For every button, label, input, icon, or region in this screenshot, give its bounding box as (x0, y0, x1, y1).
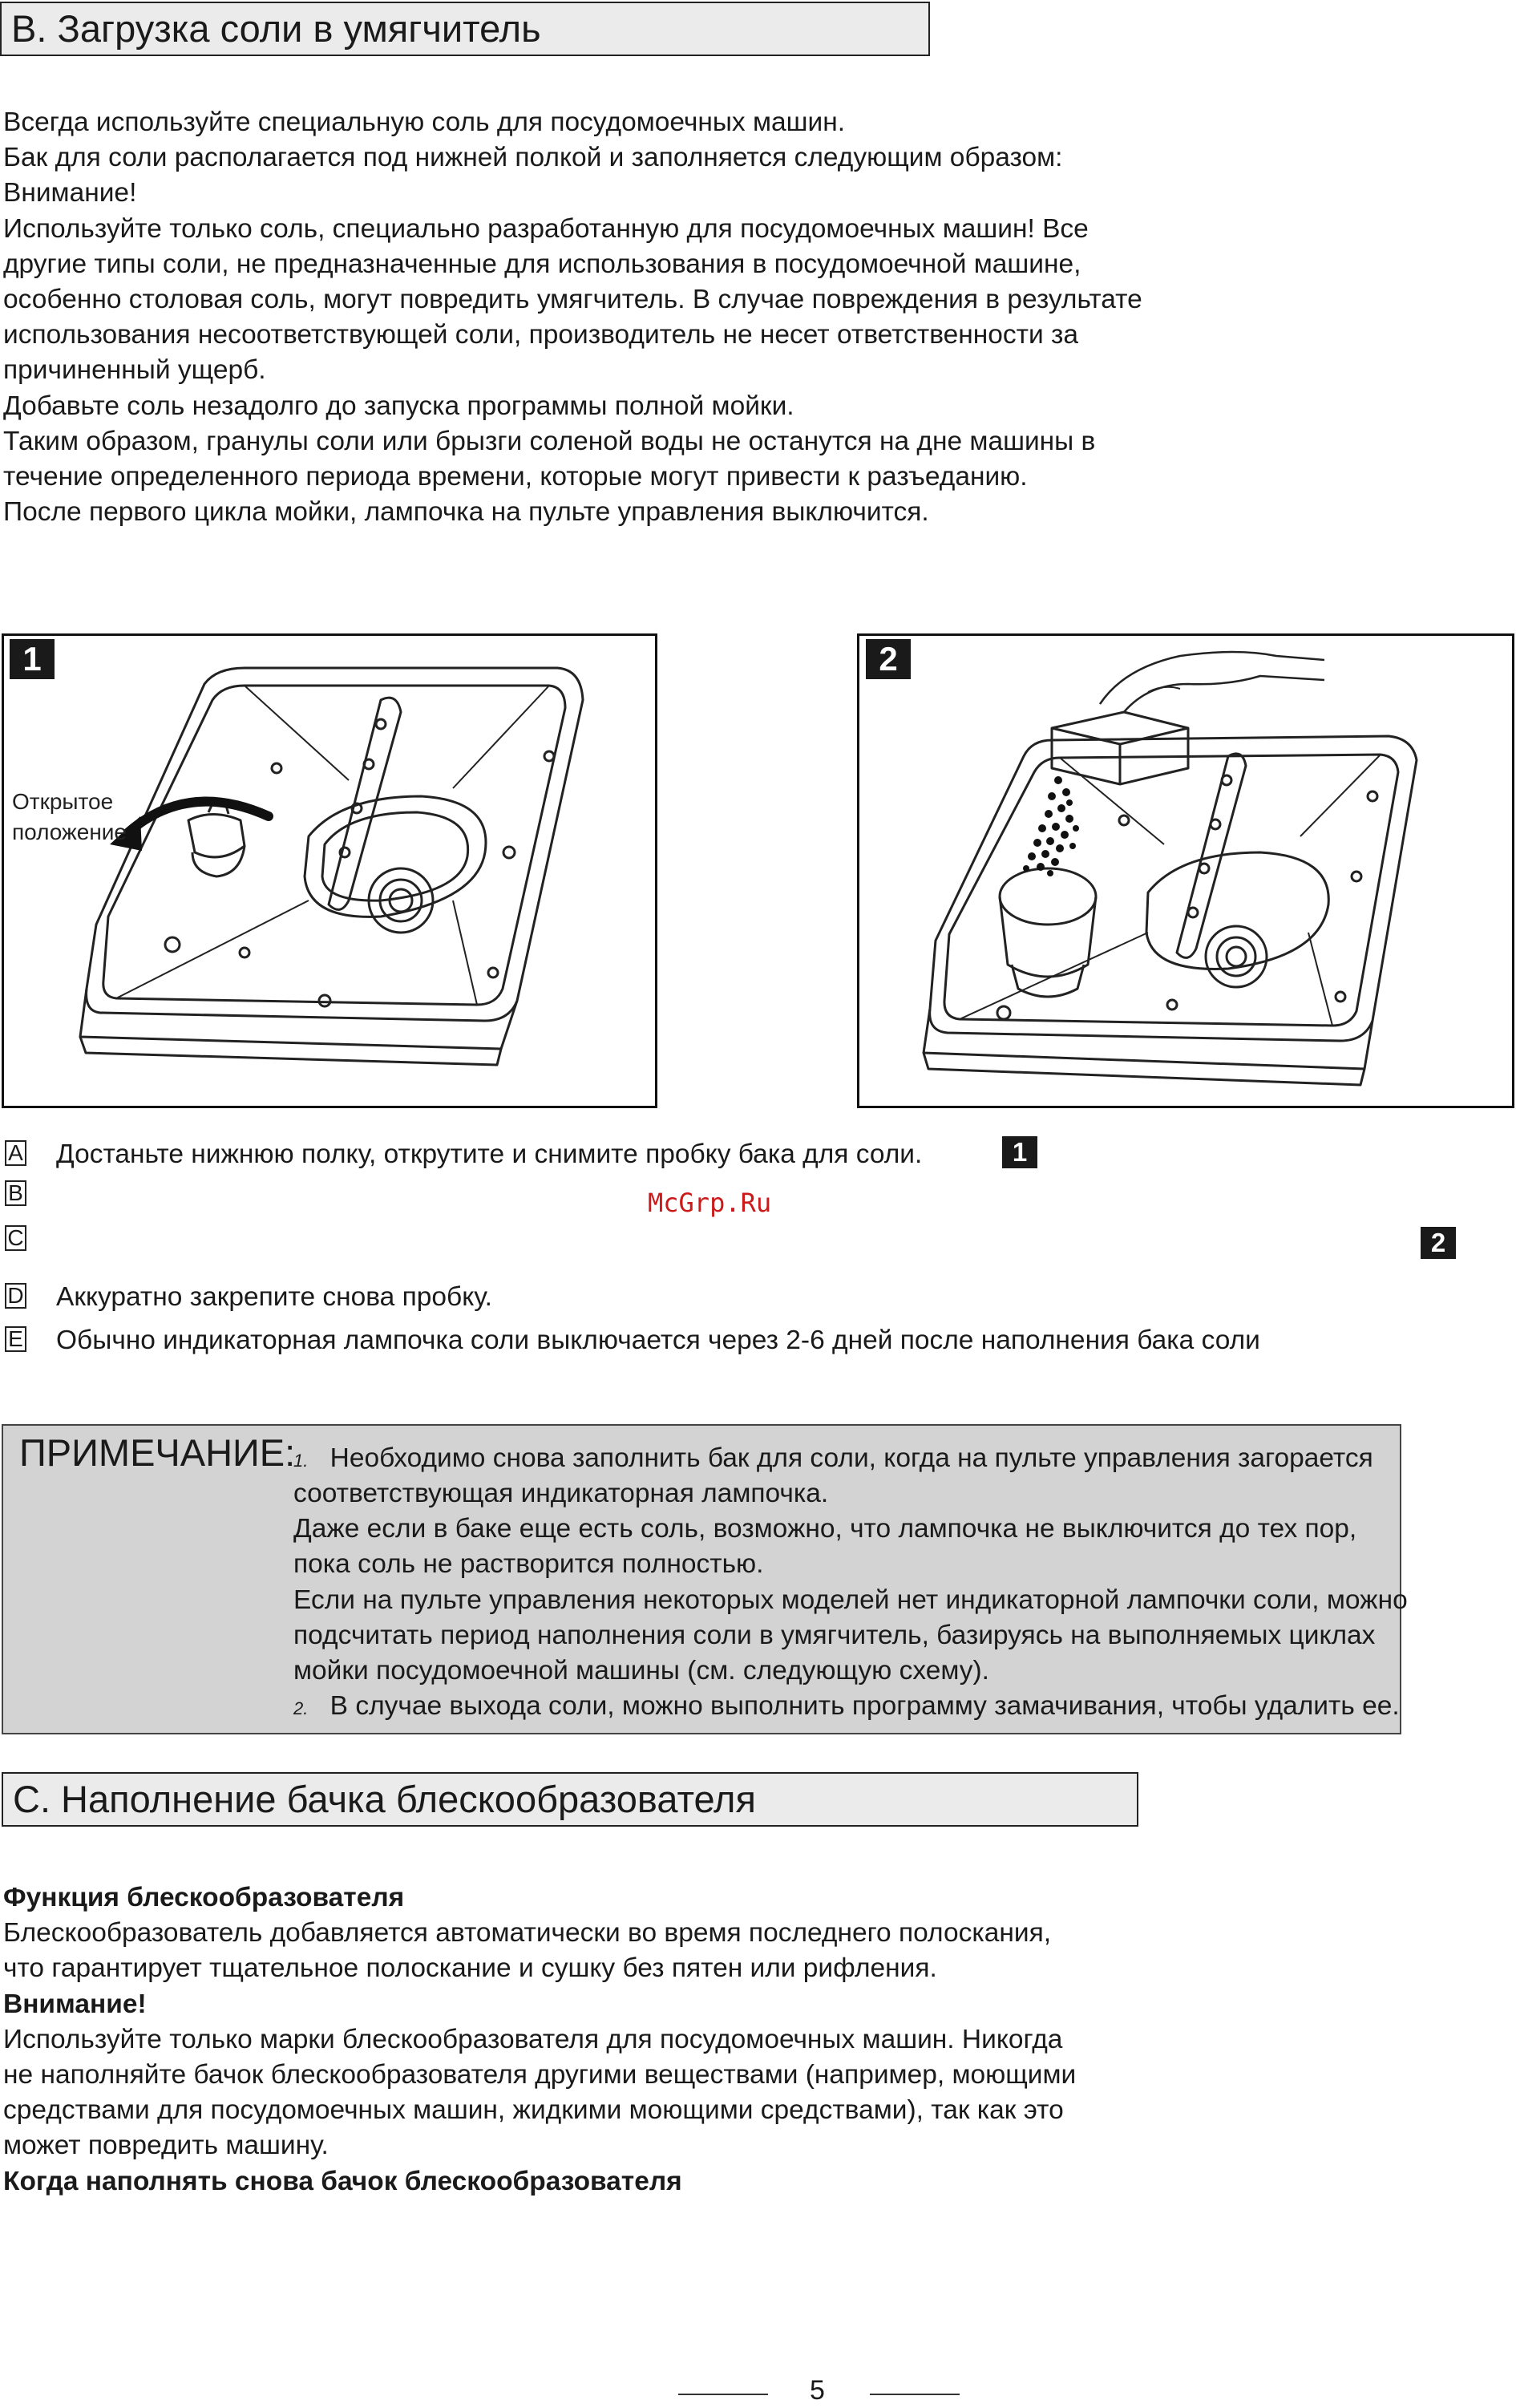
text-line: средствами для посудомоечных машин, жидкими моющими средствами), так как это (3, 2095, 1064, 2126)
figure-1-callout-line2: положение (12, 820, 127, 844)
text-line: течение определенного периода времени, которые могут привести к разъеданию. (3, 462, 1028, 492)
text-line: пока соль не растворится полностью. (293, 1549, 764, 1580)
section-c-body (3, 1880, 1076, 2200)
text-line: что гарантирует тщательное полоскание и сушку без пятен или рифления. (3, 1953, 937, 1984)
text-line: Всегда используйте специальную соль для посудомоечных машин. (3, 107, 846, 137)
text-line: мойки посудомоечной машины (см. следующую схему). (293, 1656, 989, 1686)
text-line: соответствующая индикаторная лампочка. (293, 1479, 829, 1508)
text-line: Добавьте соль незадолго до запуска программы полной мойки. (3, 391, 794, 421)
step-d-text: Аккуратно закрепите снова пробку. (56, 1282, 492, 1312)
section-c-title (2, 1772, 1138, 1827)
figure-2 (857, 633, 1514, 1108)
step-a-letter: A (5, 1140, 26, 1166)
text-line: Если на пульте управления некоторых моделей нет индикаторной лампочки соли, можно (293, 1584, 1408, 1615)
note-item-1-first-line (293, 1441, 1373, 1479)
figure-1-illustration (4, 636, 655, 1106)
text-line: не наполняйте бачок блескообразователя другими веществами (например, моющими (3, 2060, 1077, 2090)
step-a-figure-badge: 1 (1002, 1136, 1037, 1168)
section-b-title (0, 2, 930, 56)
text-line: Используйте только марки блескообразователя для посудомоечных машин. Никогда (3, 2024, 1063, 2054)
step-d-letter: D (5, 1283, 26, 1309)
step-c-letter: C (5, 1225, 26, 1251)
text-line: может повредить машину. (3, 2131, 329, 2161)
step-e-letter: E (5, 1326, 26, 1352)
note-item-1-first-text: Необходимо снова заполнить бак для соли, когда на пульте управления загорается (329, 1443, 1373, 1473)
footer-rule-right (870, 2394, 960, 2395)
text-line: Бак для соли располагается под нижней полкой и заполняется следующим образом: (3, 143, 1063, 173)
text-line: Таким образом, гранулы соли или брызги соленой воды не останутся на дне машины в (3, 426, 1096, 456)
page-number: 5 (810, 2375, 825, 2406)
footer-rule-left (678, 2394, 768, 2395)
rinse-aid-function-heading: Функция блескообразователя (3, 1883, 405, 1912)
warning-heading: Внимание! (3, 1989, 147, 2019)
text-line: подсчитать период наполнения соли в умягчитель, базируясь на выполняемых циклах (293, 1620, 1376, 1650)
step-a-text: Достаньте нижнюю полку, открутите и снимите пробку бака для соли. (56, 1139, 923, 1169)
text-line: особенно столовая соль, могут повредить умягчитель. В случае повреждения в результате (3, 285, 1142, 315)
text-line: Используйте только соль, специально разработанную для посудомоечных машин! Все (3, 213, 1089, 244)
note-label: ПРИМЕЧАНИЕ: (19, 1431, 296, 1474)
note-item-2 (293, 1689, 1400, 1726)
text-line: Внимание! (3, 178, 137, 208)
watermark: McGrp.Ru (648, 1188, 772, 1218)
note-item-1-number: 1. (293, 1451, 309, 1471)
note-item-1-body (293, 1476, 1408, 1689)
refill-heading: Когда наполнять снова бачок блескообразователя (3, 2166, 682, 2196)
step-e-text: Обычно индикаторная лампочка соли выключается через 2-6 дней после наполнения бака соли (56, 1325, 1260, 1355)
text-line: Даже если в баке еще есть соль, возможно, что лампочка не выключится до тех пор, (293, 1514, 1357, 1544)
section-b-title-text: B. Загрузка соли в умягчитель (11, 7, 541, 50)
text-line: причиненный ущерб. (3, 355, 266, 386)
section-c-title-text: C. Наполнение бачка блескообразователя (13, 1778, 756, 1820)
figure-2-illustration (859, 636, 1512, 1106)
figure-1-number: 1 (10, 639, 55, 679)
text-line: другие типы соли, не предназначенные для использования в посудомоечной машине, (3, 249, 1081, 279)
text-line: использования несоответствующей соли, производитель не несет ответственности за (3, 320, 1078, 350)
step-c-figure-badge: 2 (1421, 1227, 1456, 1259)
text-line: После первого цикла мойки, лампочка на пульте управления выключится. (3, 497, 929, 528)
step-b-letter: B (5, 1180, 26, 1206)
figure-1-callout (12, 787, 127, 848)
figure-2-number: 2 (866, 639, 911, 679)
figure-1-callout-line1: Открытое (12, 789, 114, 814)
note-item-2-text: В случае выхода соли, можно выполнить программу замачивания, чтобы удалить ее. (329, 1691, 1400, 1721)
note-item-2-number: 2. (293, 1698, 309, 1718)
figure-1 (2, 633, 657, 1108)
section-b-paragraph (3, 105, 1142, 530)
text-line: Блескообразователь добавляется автоматически во время последнего полоскания, (3, 1918, 1052, 1949)
